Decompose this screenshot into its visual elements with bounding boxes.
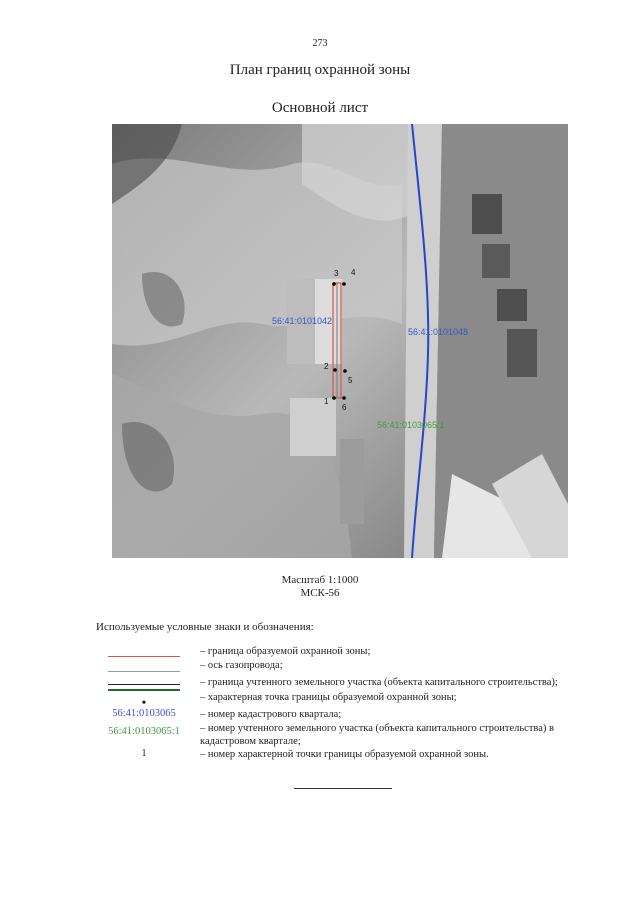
- page-number: 273: [312, 38, 328, 49]
- number-symbol: 1: [141, 748, 147, 759]
- legend-text: – ось газопровода;: [200, 660, 283, 671]
- parcel-label: 56:41:0103065:1: [377, 420, 445, 430]
- legend-title: Используемые условные знаки и обозначения:: [96, 621, 314, 633]
- crs-text: МСК-56: [300, 587, 340, 599]
- aerial-map: [112, 124, 568, 558]
- legend-text: – номер учтенного земельного участка (объекта капитального строительства) в кадастровом квартале;: [200, 723, 554, 747]
- legend-text: – номер характерной точки границы образуемой охранной зоны.: [200, 749, 489, 760]
- point-number-5: 5: [348, 376, 353, 385]
- black-line-symbol: [108, 684, 180, 685]
- aerial-photo-drawing: [112, 124, 568, 558]
- green-thick-line-symbol: [108, 689, 180, 691]
- point-number-2: 2: [324, 362, 329, 371]
- point-number-4: 4: [351, 268, 356, 277]
- legend-text: – граница образуемой охранной зоны;: [200, 646, 371, 657]
- green-text-symbol: 56:41:0103065:1: [108, 726, 180, 737]
- dot-symbol: •: [141, 696, 147, 711]
- gray-line-symbol: [108, 671, 180, 672]
- page-title: План границ охранной зоны: [229, 62, 411, 78]
- sheet-subtitle: Основной лист: [271, 100, 369, 116]
- point-number-1: 1: [324, 397, 329, 406]
- scale-text: Масштаб 1:1000: [281, 574, 359, 586]
- quarter-label-right: 56:41:0101048: [408, 327, 469, 337]
- footer-divider: [294, 788, 392, 789]
- blue-text-symbol: 56:41:0103065: [112, 708, 176, 719]
- legend-text: – граница учтенного земельного участка (объекта капитального строительства);: [200, 677, 558, 688]
- quarter-label-left: 56:41:0101042: [272, 316, 333, 326]
- point-number-6: 6: [342, 403, 347, 412]
- legend-text: – характерная точка границы образуемой охранной зоны;: [200, 692, 457, 703]
- red-line-symbol: [108, 656, 180, 657]
- point-number-3: 3: [334, 269, 339, 278]
- legend-text: – номер кадастрового квартала;: [200, 709, 342, 720]
